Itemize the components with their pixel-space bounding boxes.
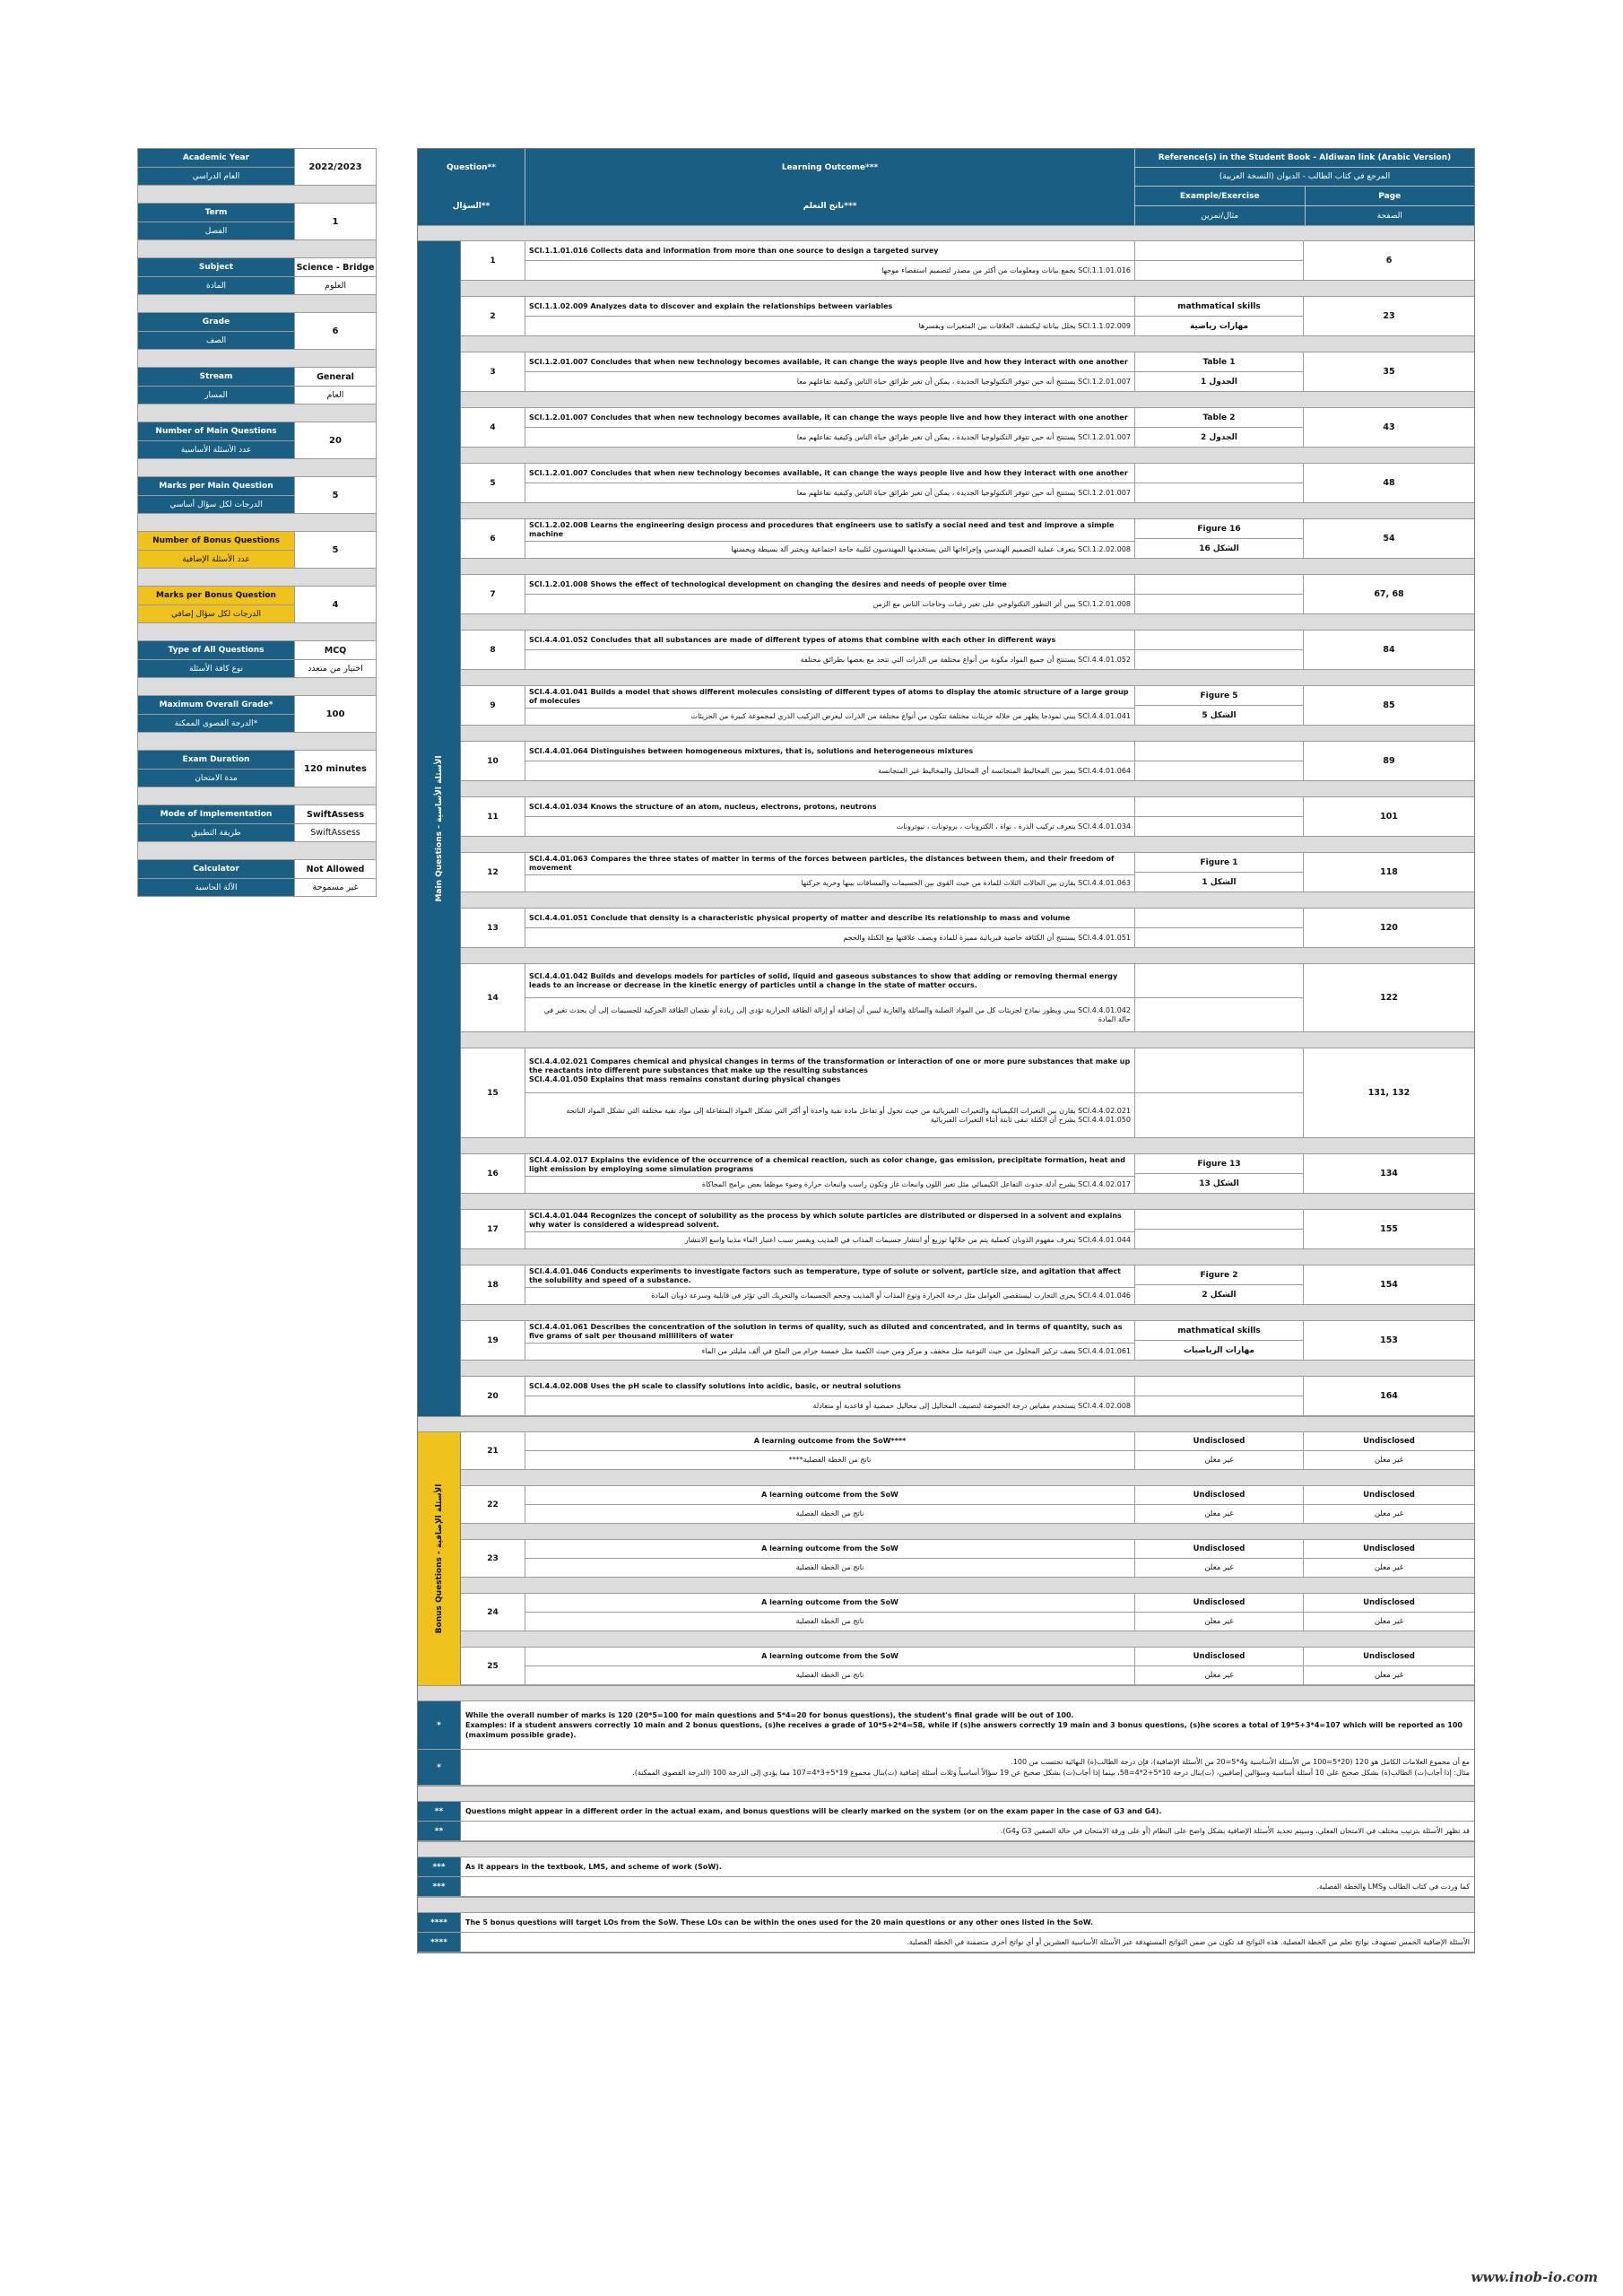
learning-outcome-en: SCI.1.2.01.008 Shows the effect of technological development on changing the desires and needs of people over time (529, 579, 1007, 588)
example-exercise: Figure 5 الشكل 5 (1135, 686, 1304, 725)
info-value: SwiftAssess SwiftAssess (295, 805, 376, 841)
page-number: Undisclosed غير معلن (1304, 1486, 1474, 1523)
info-row (138, 860, 376, 896)
row-separator (461, 503, 1474, 519)
example-exercise: Figure 13 الشكل 13 (1135, 1154, 1304, 1193)
bonus-row (461, 1594, 1474, 1631)
question-row (461, 352, 1474, 392)
note-text-ar: الأسئلة الإضافية الخمس تستهدف نواتج تعلم من الخطة الفصلية. هذه النواتج قد تكون من ضمن النواتج المستهدفة عبر الأسئلة الأساسية العشرين أو أي نواتج أخرى متضمنة في الخطة الفصلية. (907, 1937, 1470, 1946)
info-row (138, 641, 376, 678)
info-row (138, 751, 376, 787)
info-value: General العام (295, 368, 376, 404)
question-number: 16 (461, 1154, 525, 1193)
learning-outcome-en: SCI.4.4.01.046 Conducts experiments to investigate factors such as temperature, type of solute or solvent, particle size, and agitation that affect the solubility and speed of a substance. (529, 1267, 1121, 1284)
page-number: 118 (1380, 867, 1398, 877)
row-separator (461, 670, 1474, 686)
page-number: 155 (1380, 1224, 1398, 1234)
row-separator (461, 726, 1474, 742)
note-text-ar: مع أن مجموع العلامات الكامل هو 120 (20*5=100 من الأسئلة الأساسية و4*5=20 من الأسئلة الإضافية)، فإن درجة الطالب(ة) النهائية تحتسب من 100. مثال: إذا أجاب(ت) الطالب(ة) بشكل صحيح على 10 أسئلة أساسية وسؤالين إضافيين، (ت)ينال درجة 10*5+2*4=58، بينما إذا أجاب(ت) بشكل صحيح عن 19 سؤالاً أساسياً وثلاث أسئلة إضافية (ت)ينال مجموع 19*5+3*4=107 مما يؤدي إلى الدرجة 100 (الدرجة القصوى الممكنة). (632, 1758, 1470, 1777)
learning-outcome (525, 575, 1135, 613)
exam-info-panel (137, 148, 377, 897)
learning-outcome (525, 686, 1135, 725)
learning-outcome-en: SCI.4.4.01.044 Recognizes the concept of solubility as the process by which solute particles are distributed or dispersed in a solvent and explains why water is considered a widespread solvent. (529, 1212, 1122, 1229)
page-number: 6 (1385, 256, 1393, 265)
learning-outcome-ar: SCI.1.2.01.007 يستنتج أنه حين تتوفر التكنولوجيا الجديدة ، يمكن أن تغير طرائق حياة الناس وكيفية تفاعلهم معا (525, 371, 1134, 391)
question-number: 24 (461, 1594, 525, 1631)
note-row-en (418, 1913, 1474, 1933)
learning-outcome (525, 964, 1135, 1031)
question-number: 13 (461, 909, 525, 947)
learning-outcome-en: SCI.4.4.01.061 Describes the concentration of the solution in terms of quality, such as diluted and concentrated, and in terms of quantity, such as five grams of salt per thousand milliliters of water (529, 1323, 1123, 1340)
row-separator (461, 1138, 1474, 1154)
learning-outcome (525, 742, 1135, 780)
row-separator (461, 614, 1474, 631)
learning-outcome-en: SCI.1.1.02.009 Analyzes data to discover and explain the relationships between variables (529, 301, 893, 310)
learning-outcome-ar: SCI.4.4.01.041 يبني نموذجا يظهر من خلاله جزيئات مختلفة تتكون من أنواع مختلفة من الذرات ليعرض التركيب الذري لمجموعة كبيرة من الجزيئات (525, 708, 1134, 725)
page-number: Undisclosed غير معلن (1304, 1594, 1474, 1631)
info-label: Type of All Questions نوع كافة الأسئلة (138, 641, 295, 677)
example-exercise (1135, 797, 1304, 836)
info-row (138, 587, 376, 623)
info-label: Subject المادة (138, 258, 295, 294)
row-separator (461, 1305, 1474, 1321)
info-value: 5 (295, 477, 376, 513)
table-header (418, 149, 1474, 225)
page-number: 43 (1383, 422, 1395, 432)
info-row (138, 313, 376, 350)
question-number: 8 (461, 631, 525, 669)
learning-outcome (525, 352, 1135, 391)
example-exercise (1135, 464, 1304, 502)
info-value: 1 (295, 204, 376, 239)
learning-outcome (525, 1048, 1135, 1137)
learning-outcome: A learning outcome from the SoW ناتج من الخطة الفصلية (525, 1540, 1135, 1577)
page-number: 101 (1380, 812, 1398, 822)
question-number: 15 (461, 1048, 525, 1137)
page-number: 48 (1383, 478, 1395, 488)
info-row (138, 805, 376, 842)
page-number: 122 (1380, 993, 1398, 1003)
learning-outcome-en: SCI.1.1.01.016 Collects data and information from more than one source to design a targeted survey (529, 246, 939, 255)
info-separator (138, 350, 376, 368)
question-number: 4 (461, 408, 525, 447)
page-number: 120 (1380, 923, 1398, 933)
row-separator (461, 1249, 1474, 1265)
row-separator (461, 448, 1474, 464)
bonus-questions-label: Bonus Questions - الأسئلة الإضافية (418, 1432, 461, 1685)
page-number: 23 (1383, 311, 1395, 321)
learning-outcome-en: SCI.4.4.02.017 Explains the evidence of the occurrence of a chemical reaction, such as color change, gas emission, precipitate formation, heat and light emission by employing some simulation programs (529, 1156, 1125, 1173)
info-row (138, 204, 376, 240)
learning-outcome-ar: SCI.4.4.01.051 يستنتج أن الكثافة خاصية فيزيائية مميزة للمادة ويصف علاقتها مع الكتلة والحجم (525, 927, 1134, 947)
question-number: 10 (461, 742, 525, 780)
question-row (461, 1265, 1474, 1305)
info-label: Term الفصل (138, 204, 295, 239)
page-number: Undisclosed غير معلن (1304, 1648, 1474, 1684)
page-number: 85 (1383, 700, 1395, 710)
page-number: 164 (1380, 1391, 1398, 1401)
exam-blueprint-table (417, 148, 1475, 1953)
question-row (461, 853, 1474, 892)
learning-outcome-en: SCI.4.4.01.052 Concludes that all substances are made of different types of atoms that combine with each other in different ways (529, 635, 1056, 644)
info-value: 2022/2023 (295, 149, 376, 185)
learning-outcome (525, 519, 1135, 558)
page-number: 35 (1383, 367, 1395, 377)
question-number: 3 (461, 352, 525, 391)
example-exercise: Figure 1 الشكل 1 (1135, 853, 1304, 891)
learning-outcome: A learning outcome from the SoW ناتج من الخطة الفصلية (525, 1594, 1135, 1631)
info-value: Science - Bridge العلوم (295, 258, 376, 294)
info-row (138, 532, 376, 569)
learning-outcome-ar: SCI.4.4.01.061 يصف تركيز المحلول من حيث النوعية مثل مخفف و مركز ومن حيث الكمية مثل خمسة جرام من الملح في ألف مليلتر من الماء (525, 1343, 1134, 1360)
row-separator (461, 1361, 1474, 1377)
note-text-en: The 5 bonus questions will target LOs from the SoW. These LOs can be within the ones used for the 20 main questions or any other ones listed in the SoW. (465, 1918, 1094, 1926)
row-separator (461, 948, 1474, 964)
header-learning-outcome: Learning Outcome*** ناتج التعلم*** (525, 149, 1135, 225)
learning-outcome (525, 909, 1135, 947)
info-separator (138, 295, 376, 313)
question-number: 14 (461, 964, 525, 1031)
example-exercise: Undisclosed غير معلن (1135, 1594, 1304, 1631)
bonus-row (461, 1486, 1474, 1524)
learning-outcome-ar: SCI.1.2.02.008 يتعرف عملية التصميم الهندسي وإجراءاتها التي يستخدمها المهندسون لتلبية حاجة اجتماعية ويختبر آلة بسيطة ويحسنها (525, 541, 1134, 558)
example-exercise (1135, 631, 1304, 669)
info-separator (138, 459, 376, 477)
learning-outcome-en: SCI.4.4.02.008 Uses the pH scale to classify solutions into acidic, basic, or neutral solutions (529, 1381, 901, 1390)
note-row-ar (418, 1822, 1474, 1841)
learning-outcome (525, 1321, 1135, 1360)
example-exercise (1135, 575, 1304, 613)
question-number: 9 (461, 686, 525, 725)
question-row (461, 297, 1474, 336)
question-row (461, 1154, 1474, 1194)
question-number: 6 (461, 519, 525, 558)
question-row (461, 1210, 1474, 1249)
footer-watermark: www.inob-io.com (1471, 2269, 1598, 2285)
page-number: 131, 132 (1367, 1088, 1410, 1098)
header-example: Example/Exercise مثال/تمرين (1135, 187, 1306, 225)
note-row-ar (418, 1933, 1474, 1952)
page-number: Undisclosed غير معلن (1304, 1540, 1474, 1577)
page-number: 84 (1383, 645, 1395, 655)
learning-outcome (525, 853, 1135, 891)
row-separator (461, 1631, 1474, 1648)
question-row (461, 1048, 1474, 1138)
learning-outcome-en: SCI.1.2.01.007 Concludes that when new technology becomes available, it can change the ways people live and how they interact with one another (529, 413, 1128, 422)
question-row (461, 797, 1474, 837)
row-separator (461, 1578, 1474, 1594)
learning-outcome-en: SCI.4.4.01.041 Builds a model that shows different molecules consisting of different types of atoms to display the atomic structure of a large group of molecules (529, 688, 1129, 705)
learning-outcome-ar: SCI.4.4.01.042 يبني ويطور نماذج لجزيئات كل من المواد الصلبة والسائلة والغازية ليبين أن إضافة أو إزالة الطاقة الحرارية تؤدي إلى زيادة أو نقصان الطاقة الحركية للجسيمات إلى أن يحدث تغير في حالة المادة (525, 997, 1134, 1031)
note-text-en: While the overall number of marks is 120 (20*5=100 for main questions and 5*4=20 for bonus questions), the student's final grade will be out of 100. Examples: if a student answers correctly 10 main and 2 bonus questions, (s)he receives a grade of 10*5+2*4=58, while if (s)he answers correctly 19 main and 3 bonus questions, (s)he scores a total of 19*5+3*4=107 which will be reported as 100 (maximum possible grade). (465, 1710, 1462, 1740)
info-value: 5 (295, 532, 376, 568)
info-label: Marks per Main Question الدرجات لكل سؤال أساسي (138, 477, 295, 513)
example-exercise (1135, 909, 1304, 947)
learning-outcome (525, 797, 1135, 836)
learning-outcome-en: SCI.4.4.02.021 Compares chemical and physical changes in terms of the transformation or interaction of one or more pure substances that make up the reactants into different pure substances that make up the resulting substances SCI.4.4.01.050 Explains that mass remains constant during physical changes (529, 1057, 1131, 1083)
page-number: Undisclosed غير معلن (1304, 1432, 1474, 1469)
learning-outcome-ar: SCI.4.4.01.052 يستنتج أن جميع المواد مكونة من أنواع مختلفة من الذرات التي تتحد مع بعضها بطرائق مختلفة (525, 649, 1134, 669)
info-separator (138, 678, 376, 696)
note-row-ar (418, 1877, 1474, 1897)
info-label: Academic Year العام الدراسي (138, 149, 295, 185)
page-number: 89 (1383, 756, 1395, 766)
separator (418, 225, 1474, 241)
info-label: Number of Main Questions عدد الأسئلة الأساسية (138, 422, 295, 458)
learning-outcome-en: SCI.4.4.01.042 Builds and develops models for particles of solid, liquid and gaseous substances to show that adding or removing thermal energy leads to an increase or decrease in the kinetic energy of particles until a change in the state of matter occurs. (529, 971, 1118, 989)
example-exercise: Undisclosed غير معلن (1135, 1648, 1304, 1684)
question-number: 11 (461, 797, 525, 836)
question-row (461, 964, 1474, 1032)
row-separator (461, 559, 1474, 575)
question-row (461, 1321, 1474, 1361)
row-separator (461, 781, 1474, 797)
question-number: 23 (461, 1540, 525, 1577)
learning-outcome-ar: SCI.4.4.01.034 يتعرف تركيب الذرة ، نواة ، الكترونات ، بروتونات ، نيوترونات (525, 816, 1134, 836)
learning-outcome (525, 631, 1135, 669)
question-number: 1 (461, 241, 525, 280)
info-label: Marks per Bonus Question الدرجات لكل سؤال إضافي (138, 587, 295, 622)
example-exercise (1135, 1210, 1304, 1248)
question-row (461, 575, 1474, 614)
learning-outcome (525, 1210, 1135, 1248)
page-number: 54 (1383, 534, 1395, 544)
info-value: 20 (295, 422, 376, 458)
bonus-row (461, 1540, 1474, 1578)
notes-section (418, 1701, 1474, 1952)
page-number: 153 (1380, 1335, 1398, 1345)
header-page: Page الصفحة (1306, 187, 1475, 225)
example-exercise: Table 2 الجدول 2 (1135, 408, 1304, 447)
header-reference: Reference(s) in the Student Book - Aldiwan link (Arabic Version) المرجع في كتاب الطالب - الديوان (النسخة العربية) Example/Exercise مثال/تمرين Page الصفحة (1135, 149, 1474, 225)
row-separator (461, 1470, 1474, 1486)
example-exercise (1135, 1377, 1304, 1415)
learning-outcome-ar: SCI.4.4.02.017 يشرح أدلة حدوث التفاعل الكيميائي مثل تغير اللون وانبعاث غاز وتكون راسب وانبعاث حرارة وضوء موظفا بعض برامج المحاكاة (525, 1176, 1134, 1193)
question-number: 18 (461, 1265, 525, 1304)
info-label: Grade الصف (138, 313, 295, 349)
learning-outcome-ar: SCI.4.4.01.063 يقارن بين الحالات الثلاث للمادة من حيث القوى بين الجسيمات والمسافات بينها وحرية حركتها (525, 874, 1134, 891)
info-row (138, 422, 376, 459)
learning-outcome: A learning outcome from the SoW ناتج من الخطة الفصلية (525, 1486, 1135, 1523)
info-separator (138, 240, 376, 258)
info-separator (138, 842, 376, 860)
row-separator (461, 837, 1474, 853)
learning-outcome: A learning outcome from the SoW**** ناتج من الخطة الفصلية**** (525, 1432, 1135, 1469)
learning-outcome-en: SCI.1.2.02.008 Learns the engineering design process and procedures that engineers use to satisfy a social need and test and improve a simple machine (529, 521, 1115, 538)
question-row (461, 909, 1474, 948)
example-exercise (1135, 742, 1304, 780)
question-number: 20 (461, 1377, 525, 1415)
info-row (138, 368, 376, 404)
question-number: 5 (461, 464, 525, 502)
learning-outcome-ar: SCI.1.2.01.007 يستنتج أنه حين تتوفر التكنولوجيا الجديدة ، يمكن أن تغير طرائق حياة الناس وكيفية تفاعلهم معا (525, 483, 1134, 502)
note-marker: ** (418, 1802, 461, 1821)
bonus-questions-section (418, 1432, 1474, 1685)
info-row (138, 149, 376, 186)
note-marker: **** (418, 1913, 461, 1932)
learning-outcome (525, 1377, 1135, 1415)
header-question: Question** السؤال** (418, 149, 525, 225)
separator (418, 1416, 1474, 1432)
row-separator (461, 1194, 1474, 1210)
info-value: MCQ اختيار من متعدد (295, 641, 376, 677)
question-row (461, 686, 1474, 726)
separator (418, 1841, 1474, 1857)
note-row-en (418, 1701, 1474, 1750)
info-separator (138, 404, 376, 422)
note-marker: **** (418, 1933, 461, 1952)
info-separator (138, 569, 376, 587)
example-exercise: Undisclosed غير معلن (1135, 1540, 1304, 1577)
info-label: Mode of Implementation طريقة التطبيق (138, 805, 295, 841)
note-text-ar: قد تظهر الأسئلة بترتيب مختلف في الامتحان الفعلي، وسيتم تحديد الأسئلة الإضافية بشكل واضح على النظام (أو على ورقة الامتحان في حالة الصفين G3 وG4). (1000, 1826, 1470, 1835)
info-label: Exam Duration مدة الامتحان (138, 751, 295, 787)
main-questions-label: Main Questions - الأسئلة الأساسية (418, 241, 461, 1416)
info-label: Maximum Overall Grade* الدرجة القصوى الممكنة* (138, 696, 295, 732)
page-number: 134 (1380, 1169, 1398, 1178)
row-separator (461, 892, 1474, 909)
question-row (461, 464, 1474, 503)
question-number: 19 (461, 1321, 525, 1360)
info-separator (138, 514, 376, 532)
learning-outcome-ar: SCI.4.4.01.046 يجري التجارب ليستقصي العوامل مثل درجة الحرارة ونوع المذاب أو المذيب وحجم الجسيمات والتحريك التي تؤثر في قابلية وسرعة ذوبان المادة (525, 1287, 1134, 1304)
note-text-ar: كما وردت في كتاب الطالب وLMS والخطة الفصلية. (1316, 1882, 1470, 1891)
question-row (461, 408, 1474, 448)
note-marker: *** (418, 1877, 461, 1896)
learning-outcome-en: SCI.4.4.01.063 Compares the three states of matter in terms of the forces between particles, the distances between them, and their freedom of movement (529, 855, 1115, 872)
learning-outcome-en: SCI.4.4.01.051 Conclude that density is a characteristic physical property of matter and describe its relationship to mass and volume (529, 913, 1071, 922)
learning-outcome (525, 1265, 1135, 1304)
example-exercise: Figure 2 الشكل 2 (1135, 1265, 1304, 1304)
info-label: Number of Bonus Questions عدد الأسئلة الإضافية (138, 532, 295, 568)
info-value: 100 (295, 696, 376, 732)
separator (418, 1685, 1474, 1701)
learning-outcome-en: SCI.4.4.01.064 Distinguishes between homogeneous mixtures, that is, solutions and heterogeneous mixtures (529, 746, 974, 755)
info-value: 6 (295, 313, 376, 349)
question-number: 12 (461, 853, 525, 891)
bonus-row (461, 1432, 1474, 1470)
row-separator (461, 1524, 1474, 1540)
info-label: Calculator الآلة الحاسبة (138, 860, 295, 896)
note-marker: *** (418, 1857, 461, 1876)
main-questions-section (418, 241, 1474, 1416)
info-label: Stream المسار (138, 368, 295, 404)
note-row-ar (418, 1750, 1474, 1786)
info-separator (138, 787, 376, 805)
example-exercise (1135, 964, 1304, 1031)
info-row (138, 696, 376, 733)
learning-outcome-ar: SCI.4.4.01.064 يميز بين المخاليط المتجانسة أي المحاليل والمخاليط غير المتجانسة (525, 761, 1134, 780)
question-number: 7 (461, 575, 525, 613)
example-exercise (1135, 1048, 1304, 1137)
learning-outcome-en: SCI.1.2.01.007 Concludes that when new technology becomes available, it can change the ways people live and how they interact with one another (529, 468, 1128, 477)
example-exercise: Figure 16 الشكل 16 (1135, 519, 1304, 558)
info-row (138, 477, 376, 514)
separator (418, 1786, 1474, 1802)
note-text-en: As it appears in the textbook, LMS, and scheme of work (SoW). (465, 1862, 722, 1871)
learning-outcome (525, 297, 1135, 335)
separator (418, 1897, 1474, 1913)
note-text-en: Questions might appear in a different order in the actual exam, and bonus questions will be clearly marked on the system (or on the exam paper in the case of G3 and G4). (465, 1806, 1162, 1815)
question-number: 21 (461, 1432, 525, 1469)
learning-outcome (525, 464, 1135, 502)
page-number: 154 (1380, 1280, 1398, 1290)
question-number: 17 (461, 1210, 525, 1248)
example-exercise (1135, 241, 1304, 280)
example-exercise: Table 1 الجدول 1 (1135, 352, 1304, 391)
learning-outcome: A learning outcome from the SoW ناتج من الخطة الفصلية (525, 1648, 1135, 1684)
question-row (461, 631, 1474, 670)
example-exercise: Undisclosed غير معلن (1135, 1486, 1304, 1523)
learning-outcome-ar: SCI.4.4.02.008 يستخدم مقياس درجة الحموضة لتصنيف المحاليل إلى محاليل حمضية أو قاعدية أو متعادلة (525, 1396, 1134, 1415)
row-separator (461, 281, 1474, 297)
question-row (461, 241, 1474, 281)
page-number: 67, 68 (1374, 589, 1404, 599)
row-separator (461, 392, 1474, 408)
row-separator (461, 1032, 1474, 1048)
note-marker: * (418, 1701, 461, 1749)
learning-outcome-ar: SCI.4.4.01.044 يتعرف مفهوم الذوبان كعملية يتم من خلالها توزيع أو انتشار جسيمات المذاب في المذيب ويفسر سبب اعتبار الماء مذيبا واسع الانتشار (525, 1231, 1134, 1248)
info-value: 120 minutes (295, 751, 376, 787)
info-separator (138, 733, 376, 751)
example-exercise: mathmatical skills مهارات الرياضيات (1135, 1321, 1304, 1360)
note-marker: * (418, 1750, 461, 1785)
learning-outcome-en: SCI.4.4.01.034 Knows the structure of an atom, nucleus, electrons, protons, neutrons (529, 802, 877, 811)
learning-outcome (525, 1154, 1135, 1193)
learning-outcome-ar: SCI.1.2.01.007 يستنتج أنه حين تتوفر التكنولوجيا الجديدة ، يمكن أن تغير طرائق حياة الناس وكيفية تفاعلهم معا (525, 427, 1134, 447)
note-marker: ** (418, 1822, 461, 1840)
learning-outcome-ar: SCI.1.1.01.016 يجمع بيانات ومعلومات من أكثر من مصدر لتصميم استقصاء موجها (525, 260, 1134, 280)
learning-outcome-ar: SCI.4.4.02.021 يقارن بين التغيرات الكيميائية والتغيرات الفيزيائية من حيث تحول أو تفاعل مادة نقية واحدة أو أكثر التي تشكل المواد المتفاعلة إلى مواد نقية مختلفة التي تشكل المواد الناتجة SCI.4.4.01.050 يشرح أن الكتلة تبقى ثابتة أثناء التغيرات الفيزيائية (525, 1092, 1134, 1137)
question-number: 2 (461, 297, 525, 335)
info-value: 4 (295, 587, 376, 622)
learning-outcome (525, 408, 1135, 447)
example-exercise: Undisclosed غير معلن (1135, 1432, 1304, 1469)
learning-outcome-en: SCI.1.2.01.007 Concludes that when new technology becomes available, it can change the ways people live and how they interact with one another (529, 357, 1128, 366)
info-separator (138, 623, 376, 641)
learning-outcome-ar: SCI.1.2.01.008 يبين أثر التطور التكنولوجي على تغير رغبات وحاجات الناس مع الزمن (525, 594, 1134, 613)
question-row (461, 742, 1474, 781)
question-number: 25 (461, 1648, 525, 1684)
info-separator (138, 186, 376, 204)
learning-outcome (525, 241, 1135, 280)
info-value: Not Allowed غير مسموحة (295, 860, 376, 896)
note-row-en (418, 1802, 1474, 1822)
example-exercise: mathmatical skills مهارات رياضية (1135, 297, 1304, 335)
learning-outcome-ar: SCI.1.1.02.009 يحلل بياناته ليكتشف العلاقات بين المتغيرات ويفسرها (525, 316, 1134, 335)
question-row (461, 1377, 1474, 1416)
note-row-en (418, 1857, 1474, 1877)
row-separator (461, 336, 1474, 352)
question-number: 22 (461, 1486, 525, 1523)
bonus-row (461, 1648, 1474, 1685)
info-row (138, 258, 376, 295)
question-row (461, 519, 1474, 559)
